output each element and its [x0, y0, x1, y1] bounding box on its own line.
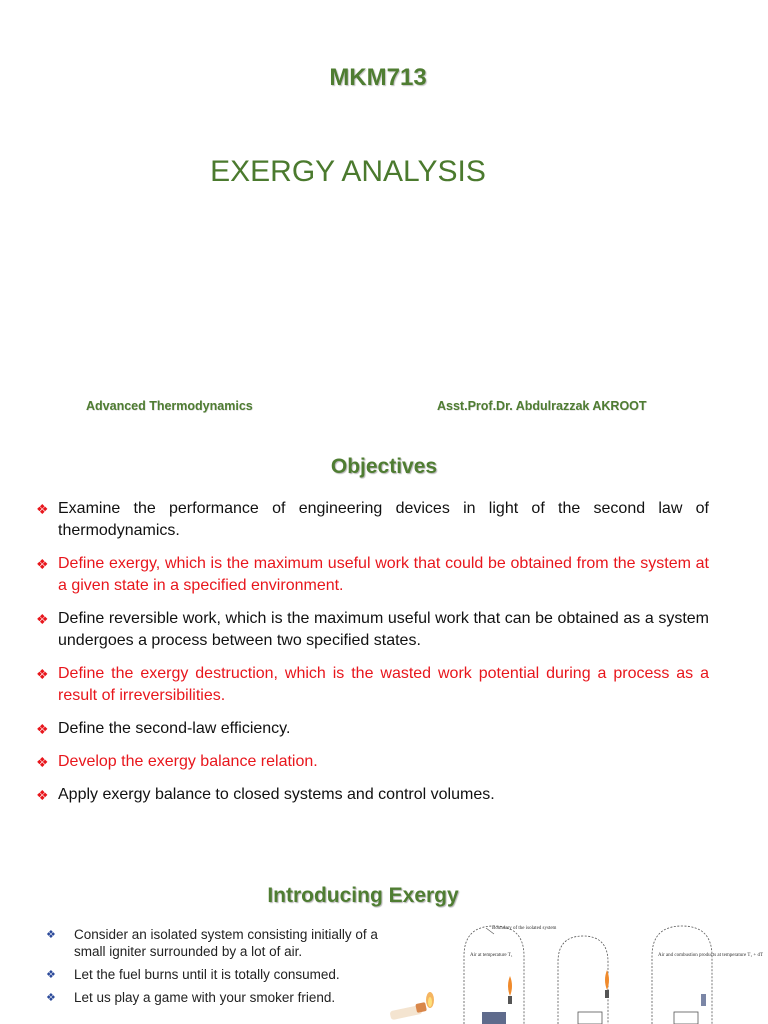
diamond-bullet-icon: ❖: [36, 666, 49, 682]
diamond-bullet-icon: ❖: [36, 611, 49, 627]
list-item: [36, 608, 709, 652]
list-item: [36, 751, 709, 773]
lecturer-label: Asst.Prof.Dr. Abdulrazzak AKROOT: [437, 399, 647, 413]
list-item-text: Define the exergy destruction, which is the wasted work potential during a process as a result of irreversibilities.: [58, 665, 709, 704]
list-item-text: Let the fuel burns until it is totally consumed.: [74, 967, 340, 982]
introducing-exergy-heading: Introducing Exergy: [267, 884, 459, 907]
list-item-text: Develop the exergy balance relation.: [58, 753, 318, 770]
diamond-bullet-icon: ❖: [46, 992, 56, 1004]
boundary-label: Boundary of the isolated system: [492, 926, 557, 931]
list-item: [46, 989, 396, 1006]
diamond-bullet-icon: ❖: [36, 501, 49, 517]
list-item-text: Apply exergy balance to closed systems and control volumes.: [58, 786, 495, 803]
course-code: MKM713: [329, 64, 427, 91]
list-item: [36, 784, 709, 806]
cigarette-icon: [388, 990, 438, 1024]
list-item: [36, 663, 709, 707]
list-item: [36, 718, 709, 740]
list-item-text: Let us play a game with your smoker friend.: [74, 990, 336, 1005]
list-item-text: Define reversible work, which is the maximum useful work that can be obtained as a system undergoes a process between two specified states.: [58, 610, 709, 649]
list-item: [46, 966, 396, 983]
list-item: [46, 926, 396, 960]
air-label: Air at temperature T₁: [470, 953, 513, 958]
isolated-system-figure: [450, 920, 763, 1024]
diamond-bullet-icon: ❖: [36, 556, 49, 572]
diamond-bullet-icon: ❖: [36, 721, 49, 737]
diamond-bullet-icon: ❖: [36, 787, 49, 803]
list-item-text: Examine the performance of engineering devices in light of the second law of thermodynamics.: [58, 500, 709, 539]
diamond-bullet-icon: ❖: [36, 754, 49, 770]
diamond-bullet-icon: ❖: [46, 969, 56, 981]
objectives-list: [36, 498, 709, 817]
page-title: EXERGY ANALYSIS: [210, 155, 486, 188]
products-label: Air and combustion products at temperature T₁ + dT: [658, 953, 763, 958]
diamond-bullet-icon: ❖: [46, 929, 56, 941]
list-item-text: Define exergy, which is the maximum useful work that could be obtained from the system at a given state in a specified environment.: [58, 555, 709, 594]
subject-label: Advanced Thermodynamics: [86, 399, 253, 413]
list-item-text: Define the second-law efficiency.: [58, 720, 291, 737]
list-item-text: Consider an isolated system consisting initially of a small igniter surrounded by a lot of air.: [74, 927, 378, 959]
objectives-heading: Objectives: [330, 455, 438, 478]
list-item: [36, 553, 709, 597]
list-item: [36, 498, 709, 542]
introducing-list: [46, 926, 396, 1012]
